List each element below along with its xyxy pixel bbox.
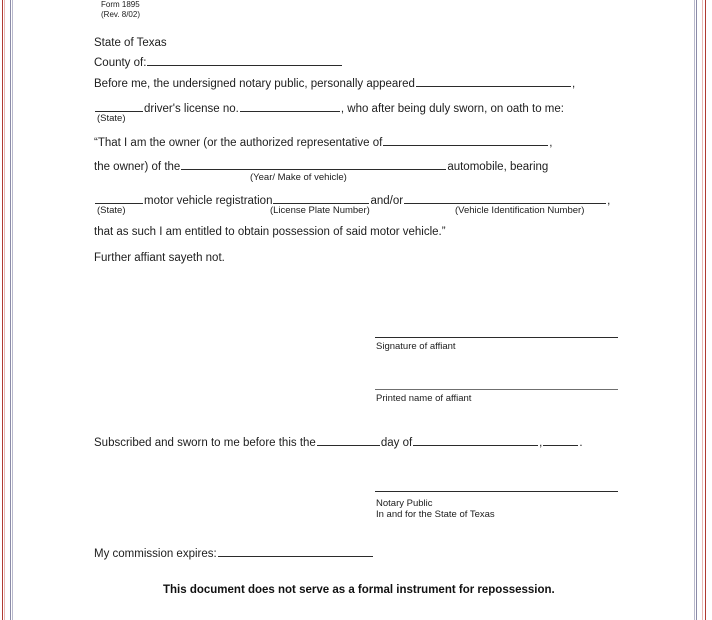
vehicle-text-pre: the owner) of the	[94, 161, 181, 173]
appearance-trailing: ,	[571, 78, 576, 90]
further-affiant-text: Further affiant sayeth not.	[94, 252, 225, 264]
signature-rule[interactable]	[375, 337, 618, 338]
sworn-year-blank[interactable]	[543, 434, 578, 446]
printed-name-caption: Printed name of affiant	[376, 393, 472, 404]
license-suffix: , who after being duly sworn, on oath to me:	[340, 103, 564, 115]
sworn-month-blank[interactable]	[413, 434, 538, 446]
signature-caption: Signature of affiant	[376, 341, 456, 352]
sworn-period: .	[579, 437, 583, 449]
ownership-text: “That I am the owner (or the authorized representative of	[94, 137, 383, 149]
appeared-name-blank[interactable]	[416, 75, 571, 87]
entitlement-text: that as such I am entitled to obtain possession of said motor vehicle.”	[94, 226, 446, 238]
county-blank[interactable]	[147, 54, 342, 66]
sworn-row	[94, 434, 583, 450]
registration-label: motor vehicle registration	[144, 195, 273, 207]
notary-signature-rule[interactable]	[375, 491, 618, 492]
printed-name-rule[interactable]	[375, 389, 618, 390]
registration-state-sublabel: (State)	[97, 205, 126, 216]
license-plate-sublabel: (License Plate Number)	[270, 205, 370, 216]
registration-mid: and/or	[370, 195, 404, 207]
sworn-text-pre: Subscribed and sworn to me before this the	[94, 437, 316, 449]
vehicle-text-post: automobile, bearing	[447, 161, 549, 173]
license-number-blank[interactable]	[240, 100, 340, 112]
county-label: County of:	[94, 57, 147, 69]
ownership-trailing: ,	[549, 137, 553, 149]
appearance-row	[94, 75, 575, 91]
registration-state-blank[interactable]	[95, 192, 143, 204]
state-heading: State of Texas	[94, 37, 167, 49]
registration-trailing: ,	[607, 195, 611, 207]
commission-expiry-blank[interactable]	[218, 545, 373, 557]
vehicle-year-make-blank[interactable]	[181, 158, 446, 170]
license-plate-blank[interactable]	[273, 192, 369, 204]
appearance-text: Before me, the undersigned notary public, personally appeared	[94, 78, 415, 90]
notary-caption-line1: Notary Public	[376, 498, 433, 509]
license-state-blank[interactable]	[95, 100, 143, 112]
sworn-text-mid: day of	[380, 437, 413, 449]
commission-row	[94, 545, 374, 561]
form-revision: (Rev. 8/02)	[101, 10, 140, 19]
notary-caption-line2: In and for the State of Texas	[376, 509, 495, 520]
sworn-comma: ,	[539, 437, 543, 449]
license-state-sublabel: (State)	[97, 113, 126, 124]
vehicle-year-make-sublabel: (Year/ Make of vehicle)	[250, 172, 347, 183]
commission-label: My commission expires:	[94, 548, 217, 560]
vin-blank[interactable]	[404, 192, 606, 204]
representative-blank[interactable]	[383, 134, 548, 146]
license-row	[94, 100, 564, 116]
vin-sublabel: (Vehicle Identification Number)	[455, 205, 585, 216]
ownership-row	[94, 134, 553, 150]
county-field-row	[94, 54, 343, 70]
form-number: Form 1895	[101, 0, 140, 9]
footer-disclaimer: This document does not serve as a formal instrument for repossession.	[163, 584, 555, 596]
sworn-day-blank[interactable]	[317, 434, 380, 446]
license-label: driver's license no.	[144, 103, 239, 115]
